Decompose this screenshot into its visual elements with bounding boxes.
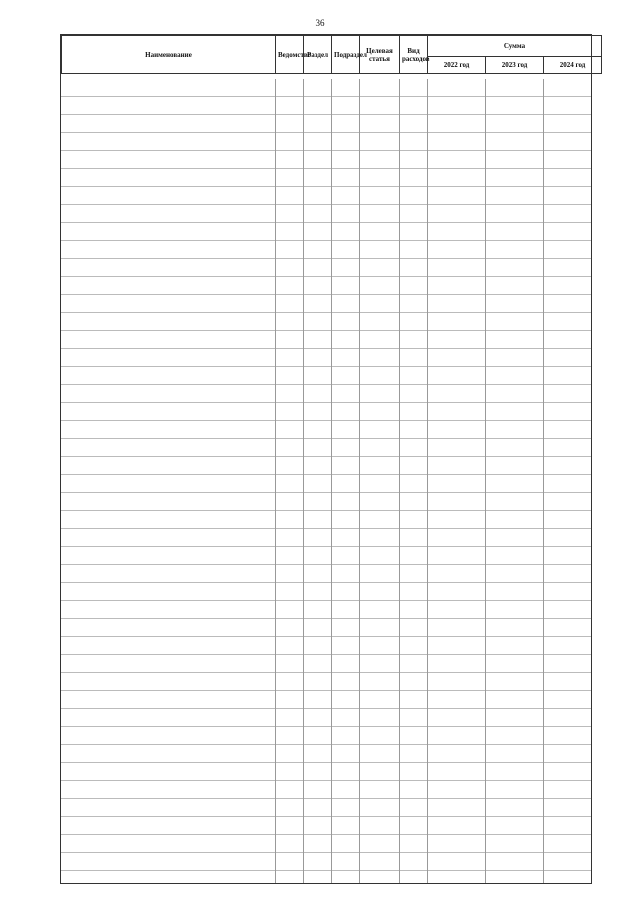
column-divider bbox=[303, 79, 304, 883]
page-number: 36 bbox=[315, 18, 325, 28]
table-body-placeholder bbox=[61, 79, 591, 883]
header-year-2022: 2022 год bbox=[428, 57, 486, 74]
column-divider bbox=[399, 79, 400, 883]
header-expense-type: Вид расходов bbox=[400, 36, 428, 74]
header-name: Наименование bbox=[62, 36, 276, 74]
column-divider bbox=[543, 79, 544, 883]
header-year-2023: 2023 год bbox=[486, 57, 544, 74]
column-divider bbox=[331, 79, 332, 883]
budget-table bbox=[60, 34, 592, 884]
table-header bbox=[61, 35, 602, 74]
header-target-item: Целевая статья bbox=[360, 36, 400, 74]
column-divider bbox=[359, 79, 360, 883]
column-divider bbox=[427, 79, 428, 883]
header-subsection: Подраздел bbox=[332, 36, 360, 74]
header-year-2024: 2024 год bbox=[544, 57, 602, 74]
header-sum-group: Сумма bbox=[428, 36, 602, 57]
column-divider bbox=[485, 79, 486, 883]
header-section: Раздел bbox=[304, 36, 332, 74]
column-divider bbox=[275, 79, 276, 883]
header-department: Ведомство bbox=[276, 36, 304, 74]
